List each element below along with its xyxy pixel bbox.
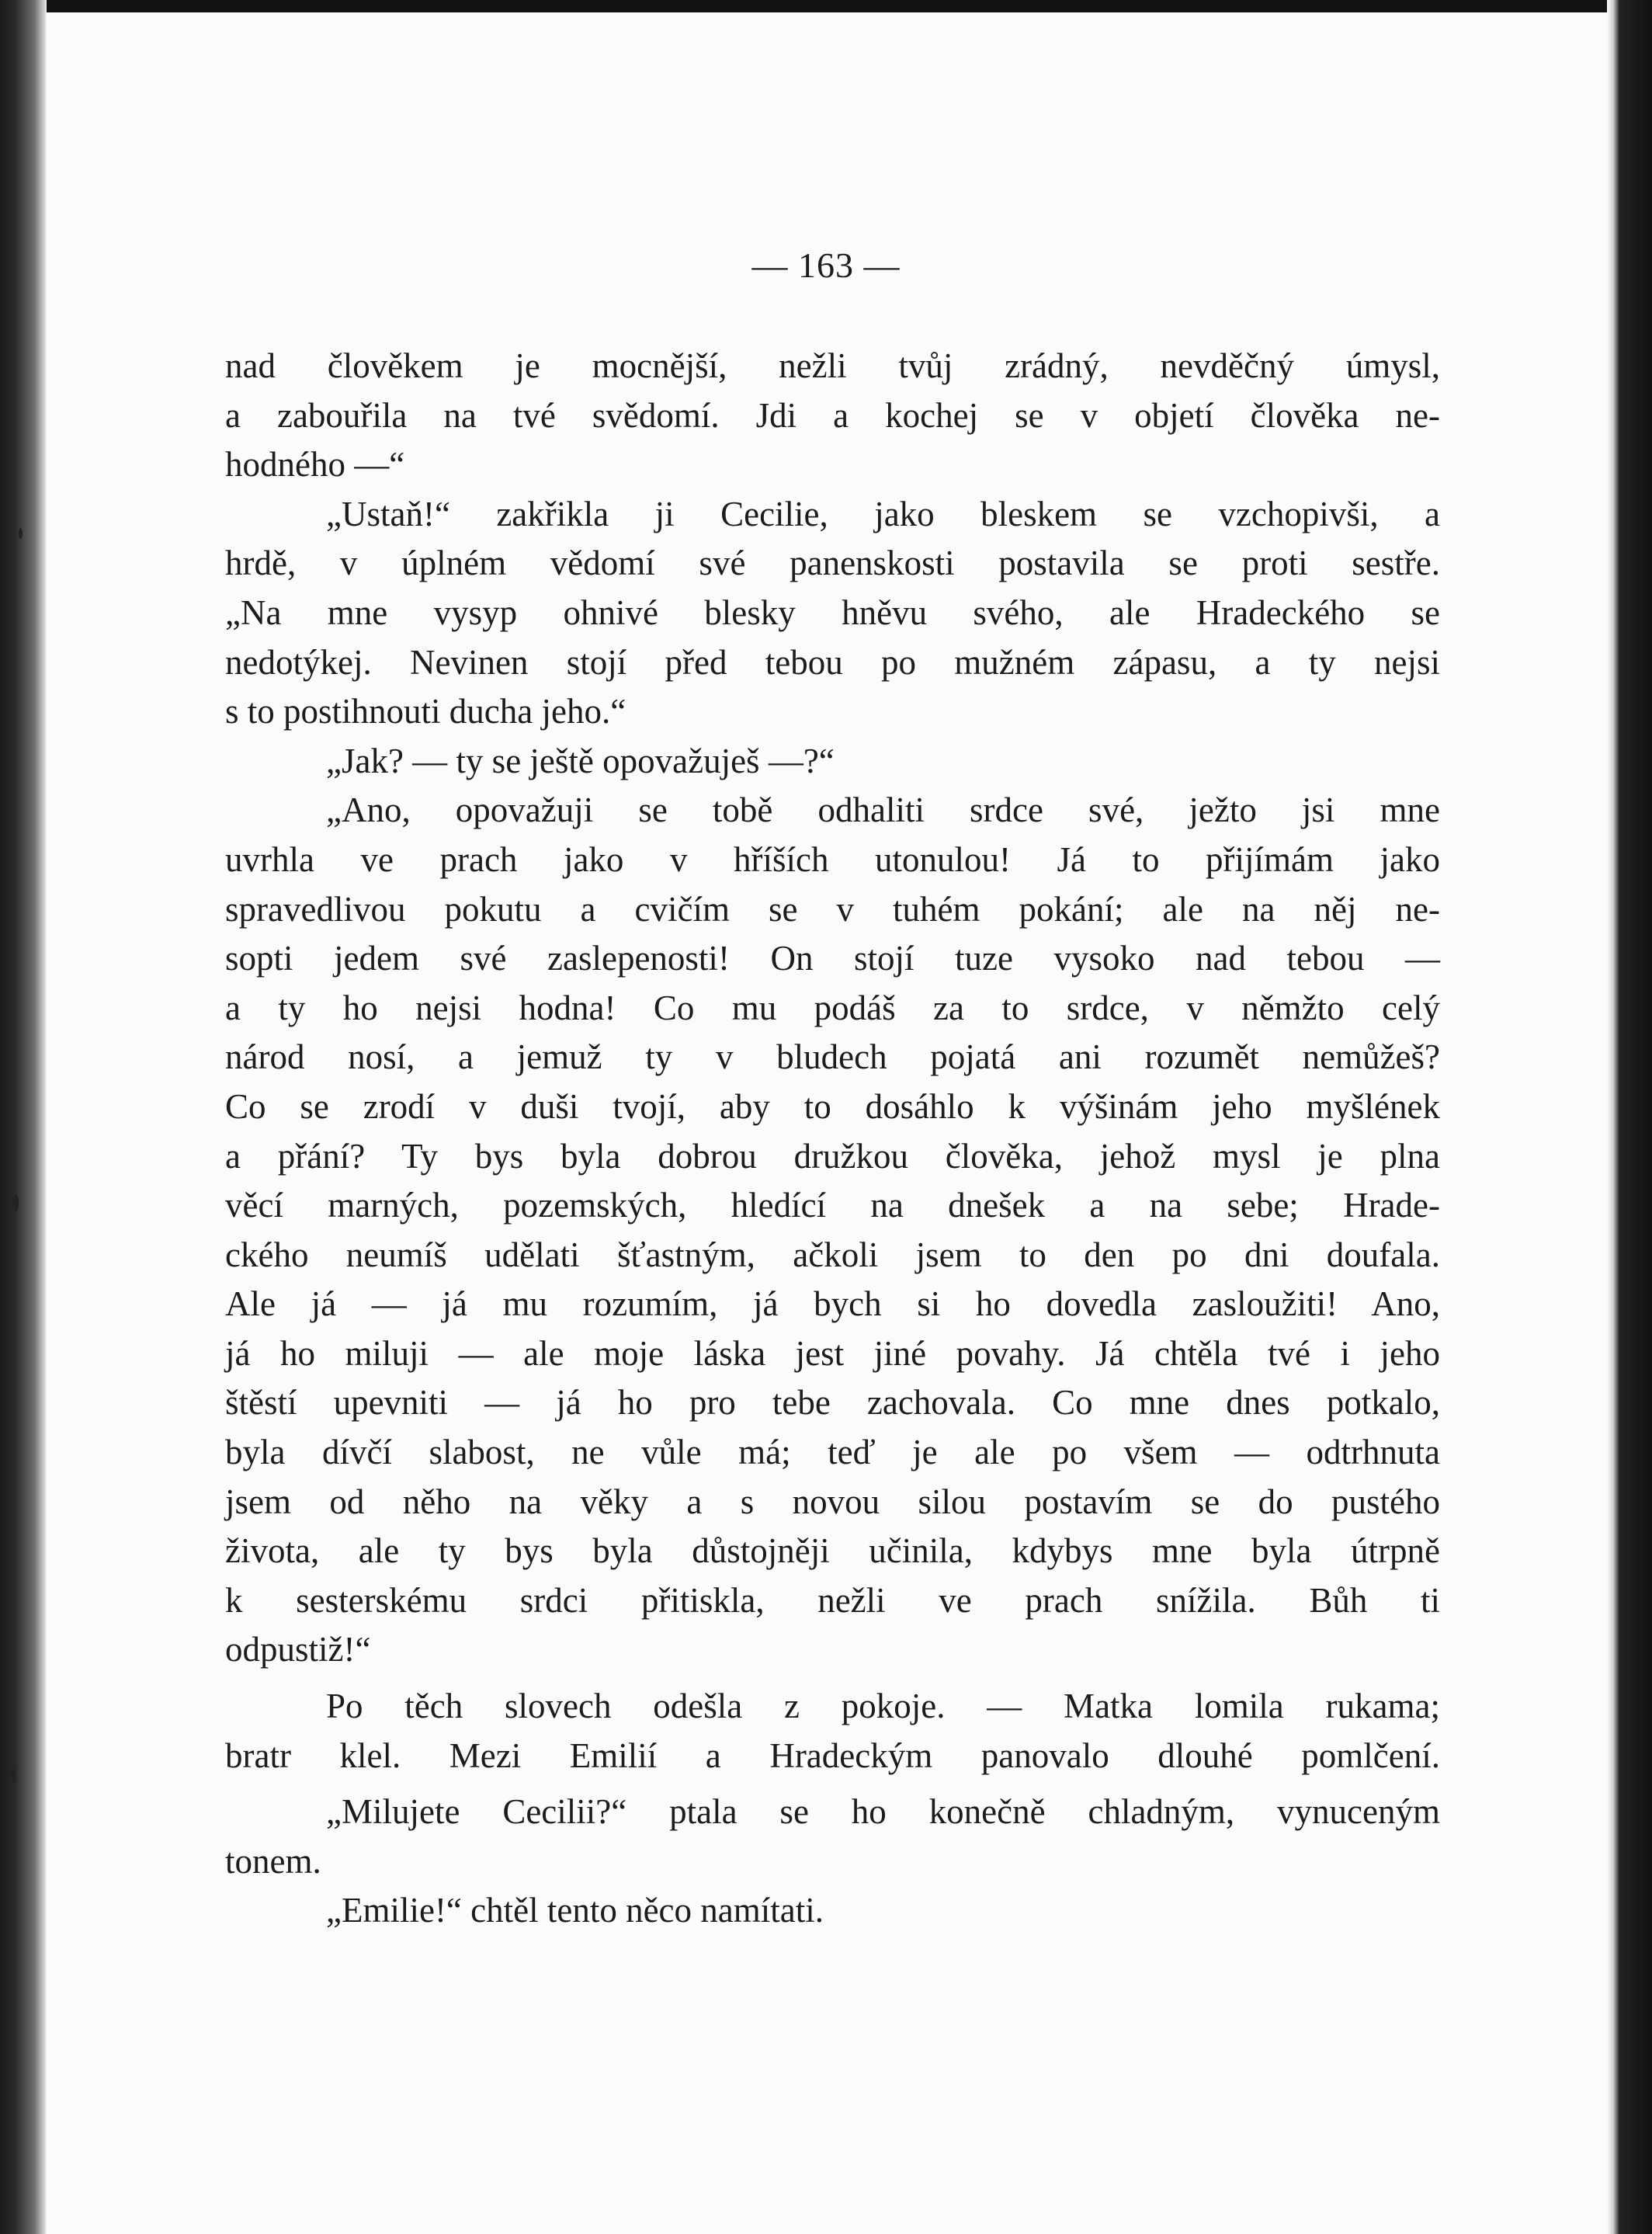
scan-speck [12, 1194, 19, 1211]
text-line: a zabouřila na tvé svědomí. Jdi a kochej se v objetí člověka ne- [225, 395, 1440, 435]
text-line: tonem. [225, 1841, 321, 1881]
text-line: „Milujete Cecilii?“ ptala se ho konečně chladným, vynuceným [326, 1792, 1440, 1832]
text-line: odpustiž!“ [225, 1630, 371, 1669]
text-line: Po těch slovech odešla z pokoje. — Matka lomila rukama; [326, 1687, 1440, 1726]
text-line: národ nosí, a jemuž ty v bludech pojatá ani rozumět nemůžeš? [225, 1037, 1440, 1077]
body-text [225, 342, 1440, 1936]
text-line: „Ano, opovažuji se tobě odhaliti srdce své, ježto jsi mne [326, 790, 1440, 830]
text-line: ckého neumíš udělati šťastným, ačkoli jsem to den po dni doufala. [225, 1235, 1440, 1274]
text-line: života, ale ty bys byla důstojněji učinila, kdybys mne byla útrpně [225, 1531, 1440, 1571]
text-line: bratr klel. Mezi Emilií a Hradeckým panovalo dlouhé pomlčení. [225, 1735, 1440, 1775]
text-line: hrdě, v úplném vědomí své panenskosti postavila se proti sestře. [225, 544, 1440, 583]
text-line: štěstí upevniti — já ho pro tebe zachovala. Co mne dnes potkalo, [225, 1383, 1440, 1423]
text-line: byla dívčí slabost, ne vůle má; teď je ale po všem — odtrhnuta [225, 1433, 1440, 1472]
text-line: k sesterskému srdci přitiskla, nežli ve prach snížila. Bůh ti [225, 1580, 1440, 1620]
text-line: „Jak? — ty se ještě opovažuješ —?“ [326, 741, 835, 780]
text-line: „Emilie!“ chtěl tento něco namítati. [326, 1891, 824, 1930]
text-line: hodného —“ [225, 445, 405, 485]
page-number: — 163 — [751, 245, 901, 285]
scan-left-border [0, 0, 47, 2234]
scan-speck [19, 528, 23, 539]
scan-speck [11, 1769, 16, 1783]
text-line: věcí marných, pozemských, hledící na dnešek a na sebe; Hrade- [225, 1186, 1440, 1225]
text-line: a přání? Ty bys byla dobrou družkou člověka, jehož mysl je plna [225, 1136, 1440, 1176]
text-line: sopti jedem své zaslepenosti! On stojí tuze vysoko nad tebou — [225, 939, 1440, 978]
scan-top-border [0, 0, 1652, 12]
text-line: nad člověkem je mocnější, nežli tvůj zrádný, nevděčný úmysl, [225, 346, 1440, 385]
text-line: s to postihnouti ducha jeho.“ [225, 692, 626, 731]
text-line: „Ustaň!“ zakřikla ji Cecilie, jako bleskem se vzchopivši, a [326, 494, 1440, 533]
text-line: Ale já — já mu rozumím, já bych si ho dovedla zasloužiti! Ano, [225, 1284, 1440, 1324]
scan-right-border [1607, 0, 1652, 2234]
text-line: jsem od něho na věky a s novou silou postavím se do pustého [225, 1482, 1440, 1521]
text-line: „Na mne vysyp ohnivé blesky hněvu svého, ale Hradeckého se [225, 592, 1440, 632]
text-line: uvrhla ve prach jako v hříších utonulou! Já to přijímám jako [225, 839, 1440, 879]
text-line: Co se zrodí v duši tvojí, aby to dosáhlo k výšinám jeho myšlének [225, 1086, 1440, 1126]
text-line: nedotýkej. Nevinen stojí před tebou po mužném zápasu, a ty nejsi [225, 642, 1440, 682]
text-line: spravedlivou pokutu a cvičím se v tuhém pokání; ale na něj ne- [225, 889, 1440, 929]
text-line: já ho miluji — ale moje láska jest jiné povahy. Já chtěla tvé i jeho [225, 1333, 1440, 1373]
text-line: a ty ho nejsi hodna! Co mu podáš za to srdce, v němžto celý [225, 988, 1440, 1027]
